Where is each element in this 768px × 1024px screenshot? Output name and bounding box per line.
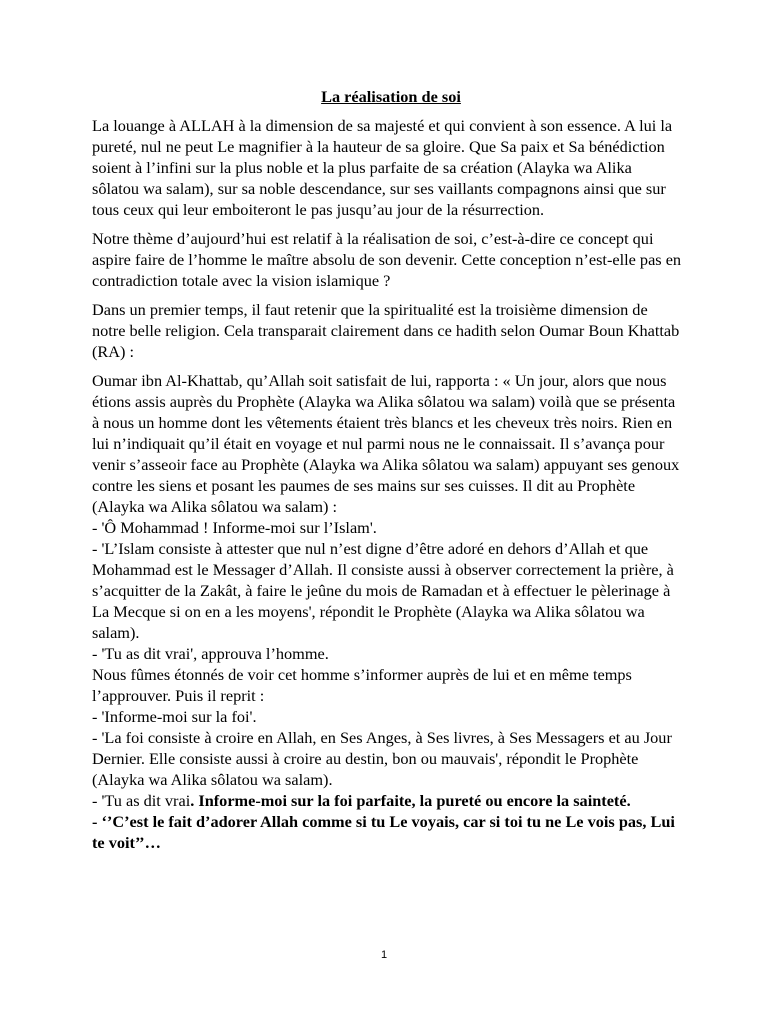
hadith-line: - 'La foi consiste à croire en Allah, en Ses Anges, à Ses livres, à Ses Messagers et au Jour Dernier. Elle consiste aussi à croire au destin, bon ou mauvais', répondit le Prophète (Alayka wa Alika sôlatou wa salam). bbox=[92, 728, 672, 789]
paragraph-theme: Notre thème d’aujourd’hui est relatif à la réalisation de soi, c’est-à-dire ce concept qui aspire faire de l’homme le maître absolu de son devenir. Cette conception n’est-elle pas en contradiction totale avec la vision islamique ? bbox=[92, 229, 682, 290]
hadith-line: - 'L’Islam consiste à attester que nul n’est digne d’être adoré en dehors d’Allah et que Mohammad est le Messager d’Allah. Il consiste aussi à observer correctement la prière, à s’acquitter de la Zakât, à faire le jeûne du mois de Ramadan et à effectuer le pèlerinage à La Mecque si on en a les moyens', répondit le Prophète (Alayka wa Alika sôlatou wa salam). bbox=[92, 539, 674, 642]
hadith-line-mixed bbox=[92, 790, 682, 811]
hadith-line: - 'Informe-moi sur la foi'. bbox=[92, 707, 257, 726]
hadith-line: - 'Ô Mohammad ! Informe-moi sur l’Islam'. bbox=[92, 518, 377, 537]
hadith-intro: Oumar ibn Al-Khattab, qu’Allah soit satisfait de lui, rapporta : « Un jour, alors que nous étions assis auprès du Prophète (Alayka wa Alika sôlatou wa salam) voilà que se présenta à nous un homme dont les vêtements étaient très blancs et les cheveux très noirs. Rien en lui n’indiquait qu’il était en voyage et nul parmi nous ne le connaissait. Il s’avança pour venir s’asseoir face au Prophète (Alayka wa Alika sôlatou wa salam) appuyant ses genoux contre les siens et posant les paumes de ses mains sur ses cuisses. Il dit au Prophète (Alayka wa Alika sôlatou wa salam) : bbox=[92, 371, 680, 516]
page-number: 1 bbox=[380, 949, 388, 961]
hadith-block bbox=[92, 370, 682, 853]
hadith-line-mixed-plain: - 'Tu as dit vrai bbox=[92, 791, 191, 810]
paragraph-spirituality: Dans un premier temps, il faut retenir que la spiritualité est la troisième dimension de notre belle religion. Cela transparait clairement dans ce hadith selon Oumar Boun Khattab (RA) : bbox=[92, 300, 680, 361]
hadith-line: - 'Tu as dit vrai', approuva l’homme. bbox=[92, 644, 329, 663]
document-page bbox=[92, 86, 682, 853]
paragraph-opening-praise: La louange à ALLAH à la dimension de sa majesté et qui convient à son essence. A lui la pureté, nul ne peut Le magnifier à la hauteur de sa gloire. Que Sa paix et Sa bénédiction soient à l’infini sur la plus noble et la plus parfaite de sa création (Alayka wa Alika sôlatou wa salam), sur sa noble descendance, sur ses vaillants compagnons ainsi que sur tous ceux qui leur emboiteront le pas jusqu’au jour de la résurrection. bbox=[92, 116, 673, 219]
document-title: La réalisation de soi bbox=[321, 87, 461, 106]
hadith-closing-bold: - ‘’C’est le fait d’adorer Allah comme si tu Le voyais, car si toi tu ne Le vois pas, Lui te voit’’… bbox=[92, 812, 675, 852]
hadith-line: Nous fûmes étonnés de voir cet homme s’informer auprès de lui et en même temps l’approuver. Puis il reprit : bbox=[92, 665, 632, 705]
hadith-line-mixed-bold: . Informe-moi sur la foi parfaite, la pureté ou encore la sainteté. bbox=[190, 791, 631, 810]
